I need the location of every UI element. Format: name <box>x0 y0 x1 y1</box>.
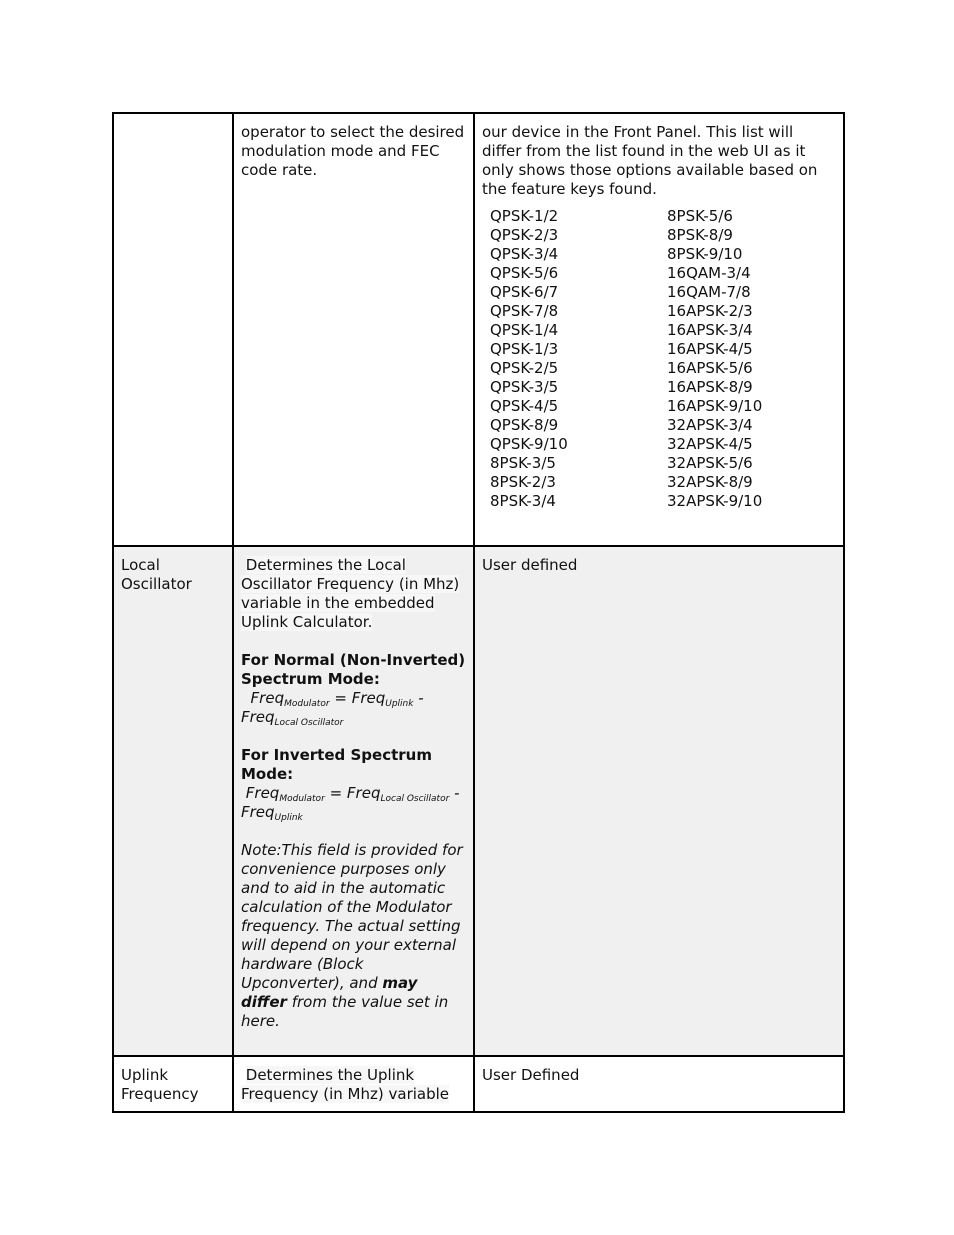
modcod-option: QPSK-1/4 <box>490 321 559 339</box>
inverted-mode-formula: Freq$_{Modulator}$ = Freq$_{Local Oscillator}$ - Freq$_{Uplink}$ <box>241 784 460 823</box>
modcod-option: 8PSK-3/4 <box>490 492 556 510</box>
modcod-option: 32APSK-5/6 <box>667 454 753 472</box>
modcod-option: QPSK-2/3 <box>490 226 559 244</box>
values-cell <box>474 546 844 1056</box>
modcod-option: QPSK-7/8 <box>490 302 559 320</box>
normal-mode-formula: Freq$_{Modulator}$ = Freq$_{Uplink}$ - Freq$_{Local Oscillator}$ <box>241 689 424 728</box>
modcod-option: 16APSK-4/5 <box>667 340 753 358</box>
modcod-column-right <box>667 207 762 511</box>
normal-mode-heading: For Normal (Non-Inverted) Spectrum Mode: <box>241 651 466 688</box>
modcod-option: 16QAM-3/4 <box>667 264 751 282</box>
modcod-option: QPSK-9/10 <box>490 435 568 453</box>
modcod-option: QPSK-2/5 <box>490 359 559 377</box>
modcod-option: 32APSK-9/10 <box>667 492 763 510</box>
modcod-option: 32APSK-3/4 <box>667 416 753 434</box>
param-name: Uplink Frequency <box>121 1066 199 1103</box>
modcod-option: QPSK-3/4 <box>490 245 559 263</box>
modcod-option: QPSK-1/2 <box>490 207 559 225</box>
modcod-option: QPSK-3/5 <box>490 378 559 396</box>
modcod-option: 32APSK-4/5 <box>667 435 753 453</box>
values-text: our device in the Front Panel. This list will differ from the list found in the web UI as it only shows those options available based on the feature keys found. <box>482 123 818 198</box>
modcod-option: 16APSK-9/10 <box>667 397 763 415</box>
modcod-option: 8PSK-2/3 <box>490 473 556 491</box>
modcod-option: QPSK-4/5 <box>490 397 559 415</box>
table-row <box>113 113 844 546</box>
modcod-option: QPSK-5/6 <box>490 264 559 282</box>
modcod-option: 16QAM-7/8 <box>667 283 751 301</box>
param-cell <box>113 546 233 1056</box>
modcod-option: 8PSK-8/9 <box>667 226 733 244</box>
param-cell <box>113 113 233 546</box>
modcod-option: QPSK-6/7 <box>490 283 559 301</box>
modcod-option: 16APSK-8/9 <box>667 378 753 396</box>
parameter-table <box>112 112 845 1113</box>
note-text: Note:This field is provided for convenience purposes only and to aid in the automatic calculation of the Modulator frequency. The actual setting will depend on your external hardware (Block Upconverter), and may differ from the value set in here. <box>241 841 463 1030</box>
modcod-option: 8PSK-3/5 <box>490 454 556 472</box>
description-cell <box>233 113 474 546</box>
table-row <box>113 546 844 1056</box>
description-text: Determines the Uplink Frequency (in Mhz) variable <box>241 1066 450 1103</box>
param-name: Local Oscillator <box>121 556 192 593</box>
modcod-option: QPSK-8/9 <box>490 416 559 434</box>
param-cell <box>113 1056 233 1112</box>
values-cell <box>474 113 844 546</box>
description-cell <box>233 1056 474 1112</box>
modcod-option: 16APSK-2/3 <box>667 302 753 320</box>
modcod-option: 32APSK-8/9 <box>667 473 753 491</box>
inverted-mode-heading: For Inverted Spectrum Mode: <box>241 746 432 783</box>
modcod-option: 8PSK-9/10 <box>667 245 743 263</box>
description-text: Determines the Local Oscillator Frequency (in Mhz) variable in the embedded Uplink Calculator. <box>241 556 460 631</box>
value-text: User defined <box>482 556 578 574</box>
description-cell <box>233 546 474 1056</box>
modcod-option: QPSK-1/3 <box>490 340 559 358</box>
modcod-option: 16APSK-5/6 <box>667 359 753 377</box>
values-cell <box>474 1056 844 1112</box>
description-text: operator to select the desired modulation mode and FEC code rate. <box>241 123 465 179</box>
modcod-option: 8PSK-5/6 <box>667 207 733 225</box>
modcod-column-left <box>490 207 667 511</box>
modcod-list <box>482 207 837 511</box>
value-text: User Defined <box>482 1066 580 1084</box>
table-row <box>113 1056 844 1112</box>
modcod-option: 16APSK-3/4 <box>667 321 753 339</box>
